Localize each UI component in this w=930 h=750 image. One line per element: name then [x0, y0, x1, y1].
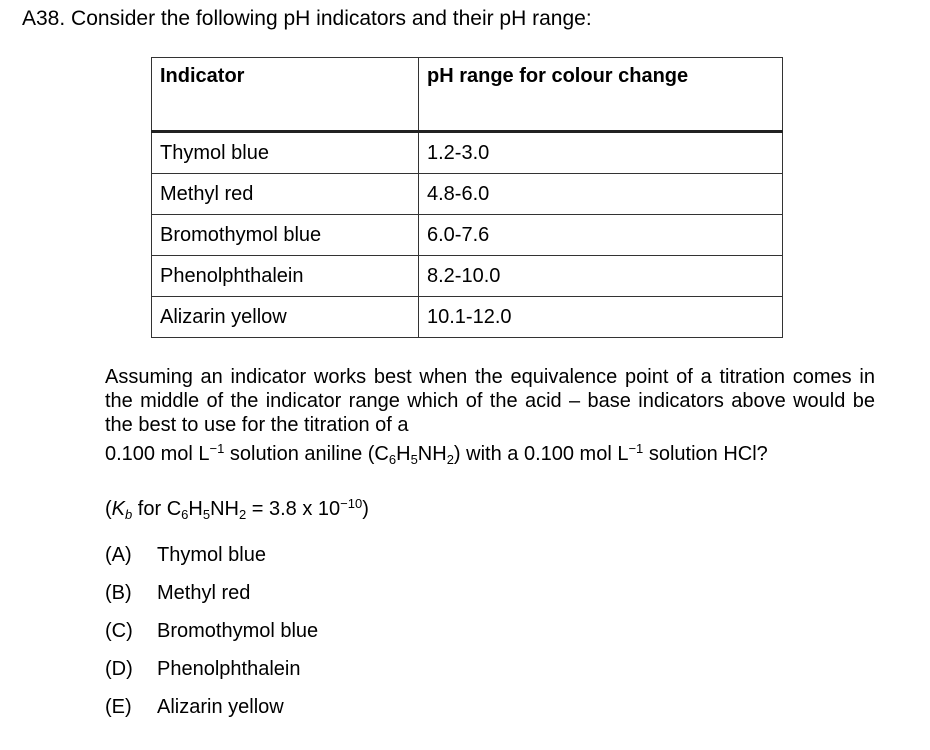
kb-open: ( — [105, 498, 112, 520]
stem-nh: NH — [417, 443, 447, 465]
table-row — [152, 132, 783, 174]
stem-exp2: −1 — [628, 441, 644, 456]
table-row — [152, 215, 783, 256]
stem-hcl: solution HCl? — [643, 443, 768, 465]
stem-sub: 5 — [410, 452, 418, 467]
table-row — [152, 174, 783, 215]
header-indicator: Indicator — [152, 58, 419, 132]
kb-line — [105, 497, 369, 521]
kb-sub: 6 — [181, 507, 189, 522]
question-title: A38. Consider the following pH indicators and their pH range: — [22, 7, 592, 30]
stem-aniline: solution aniline (C — [224, 443, 389, 465]
option-text: Methyl red — [157, 582, 251, 604]
stem-sub: 2 — [446, 452, 454, 467]
option-letter: (A) — [105, 544, 132, 566]
kb-sub: 2 — [238, 507, 247, 522]
stem-with: ) with a 0.100 mol L — [453, 443, 629, 465]
table-row — [152, 256, 783, 297]
stem-exp1: −1 — [209, 441, 225, 456]
cell-range: 6.0-7.6 — [419, 215, 783, 256]
kb-close: ) — [362, 498, 369, 520]
option-letter: (D) — [105, 658, 133, 680]
cell-indicator: Alizarin yellow — [152, 297, 419, 338]
kb-h: H — [188, 498, 203, 520]
option-d[interactable] — [105, 657, 318, 695]
option-e[interactable] — [105, 695, 318, 733]
kb-for: for C — [132, 498, 182, 520]
cell-indicator: Methyl red — [152, 174, 419, 215]
option-text: Alizarin yellow — [157, 696, 284, 718]
table-row — [152, 297, 783, 338]
indicator-table — [151, 57, 783, 338]
question-stem: Assuming an indicator works best when the equivalence point of a titration comes in the middle of the indicator range which of the acid – base indicators above would be the best to use for the titration of a — [105, 366, 875, 436]
kb-eq: = 3.8 x 10 — [246, 498, 341, 520]
kb-exp: −10 — [340, 496, 363, 511]
kb-b: b — [125, 507, 133, 522]
option-a[interactable] — [105, 543, 318, 581]
stem-sub: 6 — [388, 452, 397, 467]
option-letter: (B) — [105, 582, 132, 604]
table-header-row — [152, 58, 783, 132]
cell-indicator: Bromothymol blue — [152, 215, 419, 256]
kb-k: K — [111, 498, 126, 520]
option-letter: (C) — [105, 620, 133, 642]
cell-range: 4.8-6.0 — [419, 174, 783, 215]
option-c[interactable] — [105, 619, 318, 657]
answer-options — [105, 543, 318, 733]
kb-sub: 5 — [202, 507, 211, 522]
cell-range: 10.1-12.0 — [419, 297, 783, 338]
kb-nh: NH — [210, 498, 239, 520]
option-text: Bromothymol blue — [157, 620, 319, 642]
question-stem-formula-line — [105, 442, 768, 466]
option-text: Phenolphthalein — [157, 658, 301, 680]
option-b[interactable] — [105, 581, 318, 619]
cell-range: 1.2-3.0 — [419, 132, 783, 174]
cell-range: 8.2-10.0 — [419, 256, 783, 297]
stem-conc1: 0.100 mol L — [105, 443, 210, 465]
option-letter: (E) — [105, 696, 132, 718]
cell-indicator: Phenolphthalein — [152, 256, 419, 297]
cell-indicator: Thymol blue — [152, 132, 419, 174]
stem-h: H — [396, 443, 411, 465]
option-text: Thymol blue — [157, 544, 266, 566]
header-ph-range: pH range for colour change — [419, 58, 783, 132]
